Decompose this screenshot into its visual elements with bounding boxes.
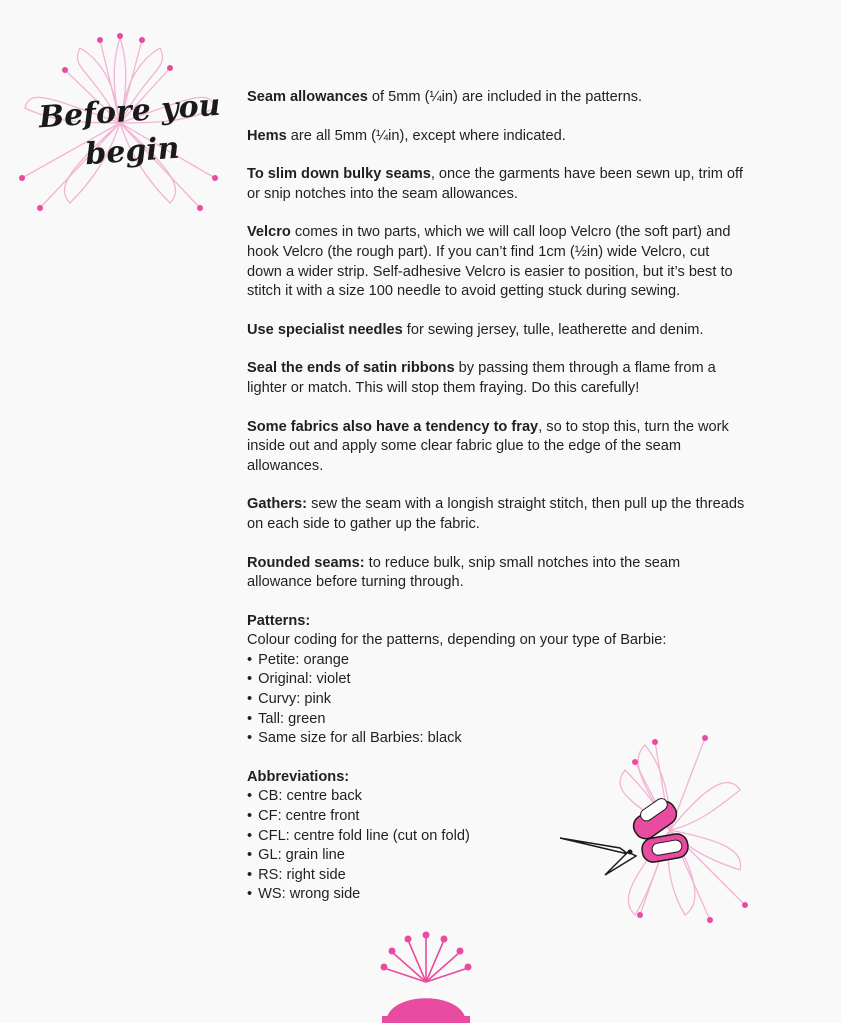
list-item: • Petite: orange <box>247 651 747 671</box>
paragraph <box>247 321 747 341</box>
list-item: • Curvy: pink <box>247 690 747 710</box>
pincushion-icon <box>378 930 474 1023</box>
list-item: • CB: centre back <box>247 787 747 807</box>
list-item: • RS: right side <box>247 866 747 886</box>
paragraph-text: , so to stop this, turn the work inside out and apply some clear fabric glue to the edge of the seam allowances. <box>247 418 729 474</box>
paragraph-text: comes in two parts, which we will call loop Velcro (the soft part) and hook Velcro (the rough part). If you can’t find 1cm (½in) wide Velcro, cut down a wider strip. Self-adhesive Velcro is easier to position, but it’s best to stitch it with a size 100 needle to avoid getting stuck during sewing. <box>247 224 733 300</box>
patterns-heading: Patterns: <box>247 612 311 629</box>
patterns-intro: Colour coding for the patterns, depending on your type of Barbie: <box>247 632 667 649</box>
paragraph <box>247 88 747 108</box>
list-item: • Original: violet <box>247 670 747 690</box>
paragraph-text: for sewing jersey, tulle, leatherette and denim. <box>402 321 704 338</box>
list-item: • GL: grain line <box>247 846 747 866</box>
page-title: Before you begin <box>37 87 222 173</box>
list-item: • WS: wrong side <box>247 885 747 905</box>
paragraph <box>247 165 747 204</box>
paragraph-lead: Use specialist needles <box>247 321 403 338</box>
paragraph-lead: Seal the ends of satin ribbons <box>247 360 455 377</box>
paragraph-lead: Some fabrics also have a tendency to fray <box>247 418 539 435</box>
abbreviations-heading: Abbreviations: <box>247 768 350 785</box>
paragraph-text: by passing them through a flame from a lighter or match. This will stop them fraying. Do this carefully! <box>247 360 716 396</box>
paragraph-lead: Hems <box>247 127 287 144</box>
paragraph-text: are all 5mm (¼in), except where indicated. <box>286 127 566 144</box>
paragraph <box>247 554 747 593</box>
scissors-icon <box>560 796 690 875</box>
paragraph <box>247 495 747 534</box>
list-item: • CFL: centre fold line (cut on fold) <box>247 827 747 847</box>
flower-illustration <box>550 730 750 930</box>
paragraph-text: to reduce bulk, snip small notches into the seam allowance before turning through. <box>247 554 681 591</box>
list-item: • CF: centre front <box>247 807 747 827</box>
list-item: • Tall: green <box>247 710 747 730</box>
list-item: • Same size for all Barbies: black <box>247 729 747 749</box>
paragraph <box>247 127 747 147</box>
paragraph-lead: Gathers: <box>247 496 308 513</box>
paragraph <box>247 418 747 477</box>
paragraph-text: sew the seam with a longish straight stitch, then pull up the threads on each side to gather up the fabric. <box>247 496 745 532</box>
paragraph-text: , once the garments have been sewn up, trim off or snip notches into the seam allowances. <box>247 166 743 202</box>
paragraph-lead: Seam allowances <box>247 89 368 105</box>
paragraph-lead: Velcro <box>247 224 291 241</box>
paragraph <box>247 359 747 398</box>
paragraph-text: of 5mm (¼in) are included in the patterns. <box>367 89 643 105</box>
page-number: 4 <box>421 985 431 1002</box>
paragraph-lead: To slim down bulky seams <box>247 166 431 183</box>
paragraph-lead: Rounded seams: <box>247 554 365 571</box>
paragraph <box>247 223 747 301</box>
